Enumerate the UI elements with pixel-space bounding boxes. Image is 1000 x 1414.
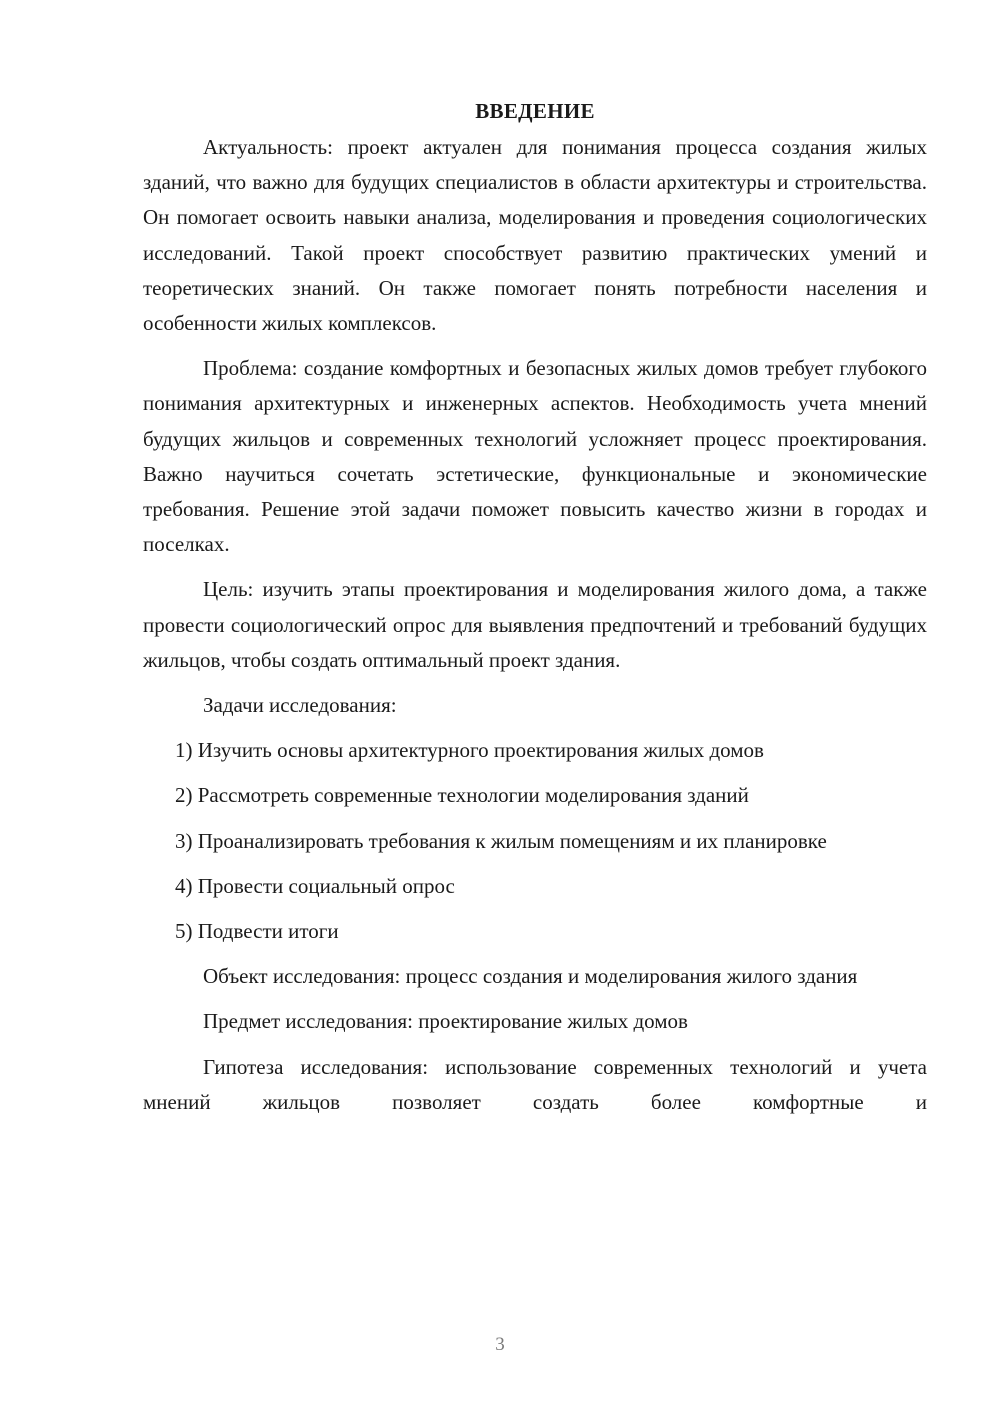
relevance-paragraph: Актуальность: проект актуален для понимания процесса создания жилых зданий, что важно для будущих специалистов в области архитектуры и строительства. Он помогает освоить навыки анализа, моделирования и проведения социологических исследований. Такой проект способствует развитию практических умений и теоретических знаний. Он также помогает понять потребности населения и особенности жилых комплексов.: [143, 135, 927, 336]
page-body: [143, 96, 927, 1120]
object-paragraph: Объект исследования: процесс создания и моделирования жилого здания: [203, 964, 858, 989]
tasks-heading: Задачи исследования:: [203, 693, 397, 718]
problem-paragraph: Проблема: создание комфортных и безопасных жилых домов требует глубокого понимания архитектурных и инженерных аспектов. Необходимость учета мнений будущих жильцов и современных технологий усложняет процесс проектирования. Важно научиться сочетать эстетические, функциональные и экономические требования. Решение этой задачи поможет повысить качество жизни в городах и поселках.: [143, 356, 927, 557]
task-item: 1) Изучить основы архитектурного проектирования жилых домов: [175, 738, 764, 763]
subject-paragraph: Предмет исследования: проектирование жилых домов: [203, 1009, 688, 1034]
task-item: 5) Подвести итоги: [175, 919, 339, 944]
task-item: 2) Рассмотреть современные технологии моделирования зданий: [175, 783, 749, 808]
page-title: ВВЕДЕНИЕ: [475, 99, 595, 123]
task-item: 4) Провести социальный опрос: [175, 873, 455, 898]
goal-paragraph: Цель: изучить этапы проектирования и моделирования жилого дома, а также провести социологический опрос для выявления предпочтений и требований будущих жильцов, чтобы создать оптимальный проект здания.: [143, 577, 927, 672]
hypothesis-paragraph: Гипотеза исследования: использование современных технологий и учета мнений жильцов позволяет создать более комфортные и: [143, 1054, 927, 1114]
task-item: 3) Проанализировать требования к жилым помещениям и их планировке: [175, 828, 827, 853]
page-number: 3: [495, 1334, 505, 1355]
